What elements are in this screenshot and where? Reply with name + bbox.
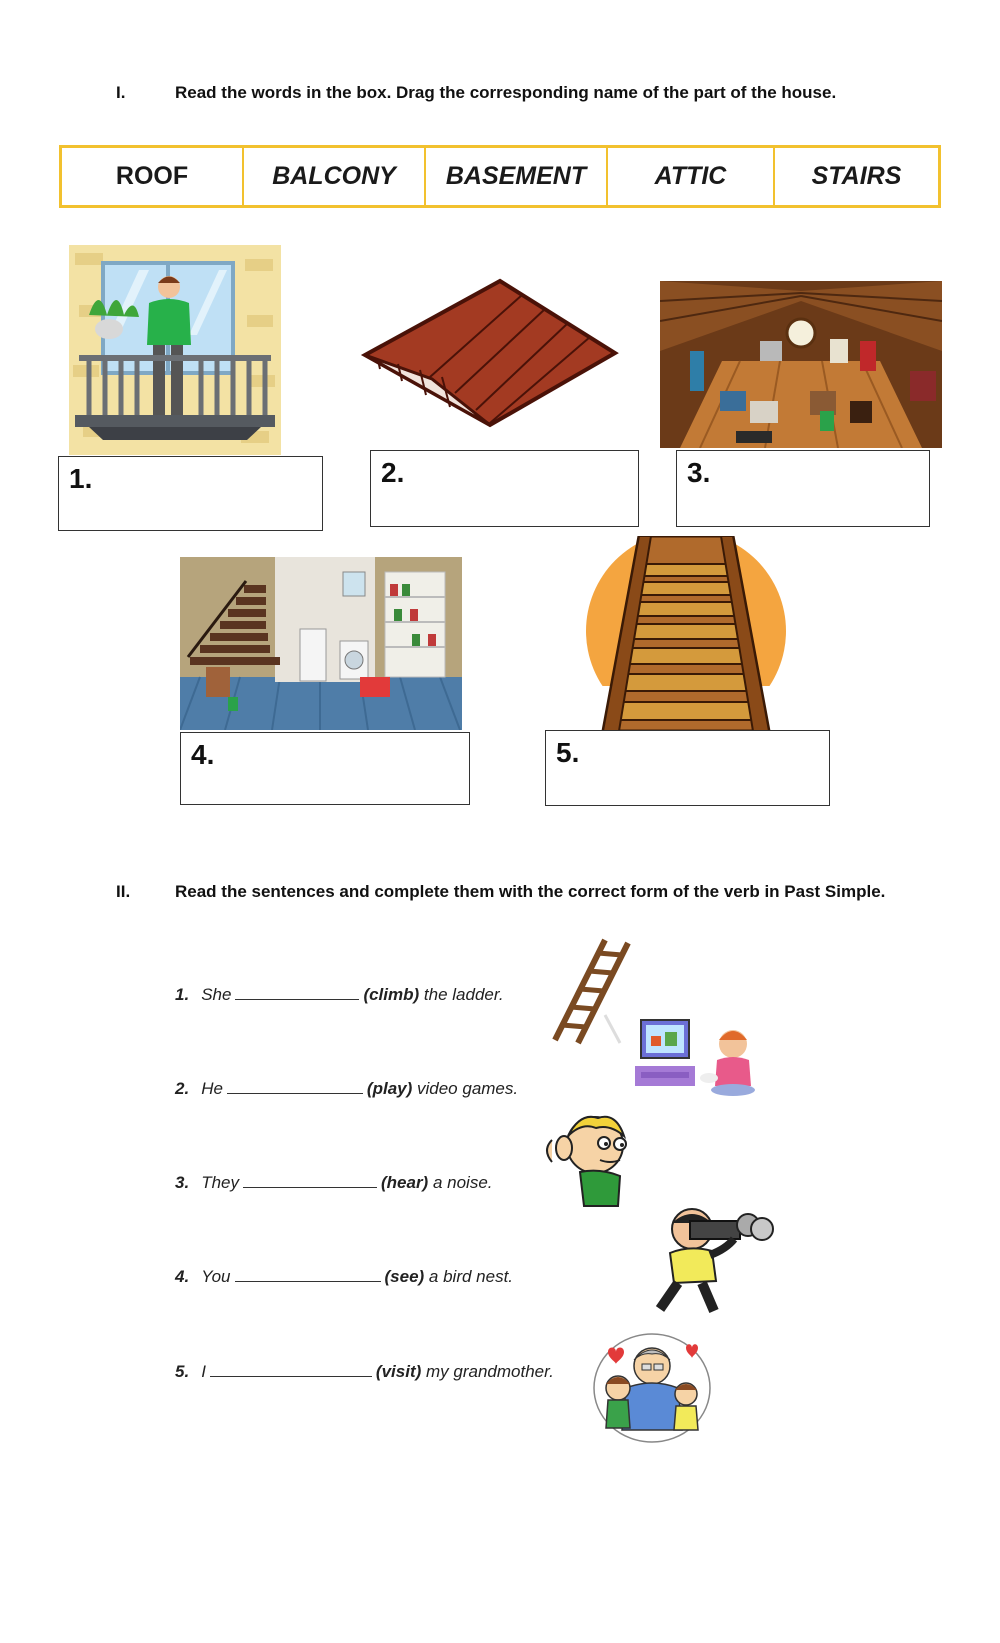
- word-stairs[interactable]: STAIRS: [774, 147, 940, 207]
- word-basement[interactable]: BASEMENT: [425, 147, 607, 207]
- blank-1[interactable]: [235, 985, 359, 1000]
- sentence-3: 3. They (hear) a noise.: [175, 1173, 493, 1192]
- video-games-image: [635, 1010, 760, 1100]
- answer-box-3[interactable]: 3.: [676, 450, 930, 527]
- blank-4[interactable]: [235, 1267, 381, 1282]
- listening-boy-image: [540, 1110, 645, 1210]
- stairs-image: [583, 536, 789, 731]
- word-roof[interactable]: ROOF: [115, 162, 189, 190]
- answer-box-4[interactable]: 4.: [180, 732, 470, 805]
- word-attic[interactable]: ATTIC: [607, 147, 774, 207]
- sentence-5: 5. I (visit) my grandmother.: [175, 1362, 554, 1381]
- blank-5[interactable]: [210, 1362, 372, 1377]
- section-1-instruction: Read the words in the box. Drag the corresponding name of the part of the house.: [175, 83, 837, 102]
- blank-2[interactable]: [227, 1079, 363, 1094]
- balcony-image: [69, 245, 281, 455]
- blank-3[interactable]: [243, 1173, 377, 1188]
- section-2-instruction: Read the sentences and complete them with the correct form of the verb in Past Simple.: [175, 882, 886, 901]
- sentence-2: 2. He (play) video games.: [175, 1079, 519, 1098]
- binoculars-image: [650, 1205, 780, 1320]
- sentence-4: 4. You (see) a bird nest.: [175, 1267, 514, 1286]
- section-1-number: I.: [116, 83, 126, 102]
- sentence-1: 1. She (climb) the ladder.: [175, 985, 504, 1004]
- attic-image: [660, 281, 942, 448]
- grandmother-image: [590, 1330, 715, 1445]
- answer-box-2[interactable]: 2.: [370, 450, 639, 527]
- roof-image: [360, 275, 620, 435]
- word-box: [59, 145, 941, 208]
- section-2-number: II.: [116, 882, 131, 901]
- ladder-image: [550, 935, 635, 1045]
- basement-image: [180, 557, 462, 730]
- answer-box-1[interactable]: 1.: [58, 456, 323, 531]
- word-balcony[interactable]: BALCONY: [243, 147, 425, 207]
- answer-box-5[interactable]: 5.: [545, 730, 830, 806]
